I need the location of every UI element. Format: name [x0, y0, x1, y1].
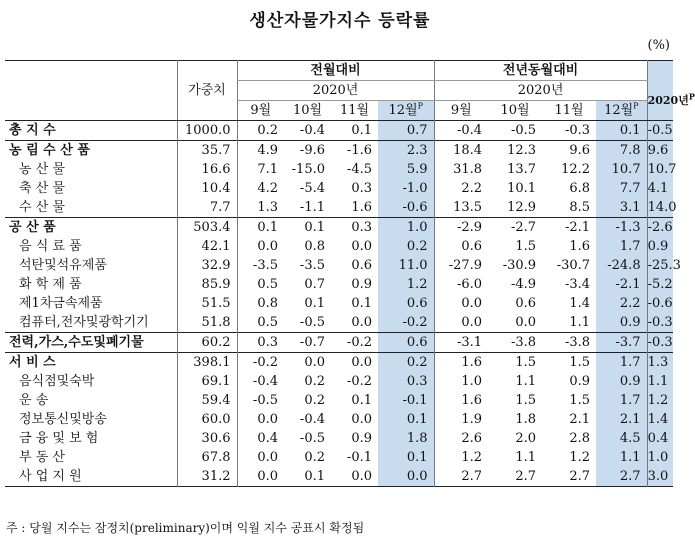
- value-cell: 0.4: [237, 429, 284, 448]
- value-cell: 0.0: [237, 237, 284, 256]
- value-cell: 8.5: [569, 200, 591, 215]
- weight-cell: 10.4: [177, 179, 237, 198]
- weight-cell: 60.0: [177, 410, 237, 429]
- value-cell: -0.2: [346, 374, 372, 389]
- value-cell: 1.1: [569, 315, 591, 330]
- value-cell: 1.8: [515, 412, 537, 427]
- table-row: [5, 353, 673, 373]
- value-cell: 2.6: [434, 429, 488, 448]
- value-cell: 2.8: [569, 431, 591, 446]
- value-cell: -5.4: [299, 181, 325, 196]
- row-label: 사 업 지 원: [19, 469, 82, 484]
- value-cell: -3.5: [237, 256, 284, 275]
- row-label: 음식점및숙박: [19, 374, 95, 389]
- value-cell: -3.1: [434, 333, 488, 353]
- value-cell: 1.5: [515, 355, 537, 370]
- value-cell: 2.2: [596, 294, 647, 313]
- value-cell: 0.3: [378, 372, 434, 391]
- page-title: 생산자물가지수 등락률: [249, 11, 431, 31]
- value-cell: 0.0: [351, 315, 372, 330]
- value-cell: -0.1: [346, 450, 372, 465]
- value-cell: 1.5: [515, 393, 537, 408]
- table-body: [5, 121, 681, 487]
- value-cell: 0.0: [237, 467, 284, 487]
- table-row: [5, 198, 673, 218]
- value-cell: 0.0: [378, 467, 434, 487]
- value-cell: 12.3: [507, 143, 537, 158]
- table-row: [5, 179, 673, 198]
- value-cell: -2.1: [596, 275, 647, 294]
- ppi-table: [5, 60, 695, 487]
- value-cell: 2.7: [434, 467, 488, 487]
- value-cell: -0.4: [299, 412, 325, 427]
- weight-cell: 51.5: [177, 294, 237, 313]
- value-cell: -0.2: [378, 313, 434, 333]
- value-cell: 1.0: [647, 448, 673, 467]
- value-cell: 1.2: [569, 450, 591, 465]
- header-yoy-m9: 9월: [434, 101, 488, 121]
- value-cell: 0.0: [237, 448, 284, 467]
- value-cell: 0.2: [304, 393, 325, 408]
- value-cell: 3.1: [596, 198, 647, 218]
- row-label: 정보통신및방송: [19, 412, 107, 427]
- value-cell: 4.5: [596, 429, 647, 448]
- value-cell: 0.9: [596, 372, 647, 391]
- value-cell: 2.0: [515, 431, 537, 446]
- row-label: 화 학 제 품: [19, 277, 82, 292]
- weight-cell: 31.2: [177, 467, 237, 487]
- value-cell: 1.1: [596, 448, 647, 467]
- table-row: [5, 313, 673, 333]
- weight-cell: 67.8: [177, 448, 237, 467]
- value-cell: -4.9: [510, 277, 537, 292]
- value-cell: 0.1: [351, 123, 372, 138]
- header-yoy-group: 전년동월대비: [434, 61, 647, 81]
- value-cell: 1.8: [378, 429, 434, 448]
- header-yoy-year: 2020년: [434, 81, 647, 101]
- value-cell: -3.7: [596, 333, 647, 353]
- value-cell: -6.0: [434, 275, 488, 294]
- value-cell: 1.9: [434, 410, 488, 429]
- value-cell: 0.3: [351, 181, 372, 196]
- value-cell: -9.6: [299, 143, 325, 158]
- value-cell: 0.9: [647, 237, 673, 256]
- value-cell: 0.1: [304, 296, 325, 311]
- value-cell: -2.7: [510, 220, 537, 235]
- value-cell: 0.0: [515, 315, 537, 330]
- value-cell: 7.8: [596, 141, 647, 161]
- value-cell: -24.8: [596, 256, 647, 275]
- value-cell: -0.4: [434, 121, 488, 141]
- row-label: 공 산 품: [9, 220, 56, 235]
- value-cell: -1.1: [299, 200, 325, 215]
- value-cell: 2.1: [596, 410, 647, 429]
- value-cell: -5.2: [647, 277, 673, 292]
- value-cell: 2.3: [378, 141, 434, 161]
- value-cell: 0.8: [304, 239, 325, 254]
- value-cell: 0.7: [378, 121, 434, 141]
- value-cell: 0.0: [351, 355, 372, 370]
- value-cell: 1.5: [569, 393, 591, 408]
- value-cell: -4.5: [346, 162, 372, 177]
- header-weight: 가중치: [177, 61, 237, 121]
- row-label: 수 산 물: [19, 200, 65, 215]
- value-cell: 2.2: [434, 179, 488, 198]
- header-mom-m10: 10월: [292, 103, 323, 118]
- value-cell: 1.5: [569, 355, 591, 370]
- table-row: [5, 256, 673, 275]
- value-cell: 0.2: [304, 374, 325, 389]
- value-cell: 1.7: [596, 237, 647, 256]
- weight-cell: 30.6: [177, 429, 237, 448]
- header-yoy-m12: 12월$^P$: [596, 101, 647, 121]
- value-cell: 6.8: [569, 181, 591, 196]
- weight-cell: 60.2: [177, 333, 237, 353]
- table-row: [5, 121, 673, 141]
- table-row: [5, 275, 673, 294]
- value-cell: 0.2: [304, 450, 325, 465]
- value-cell: -30.7: [556, 258, 591, 273]
- weight-cell: 503.4: [177, 218, 237, 238]
- value-cell: -2.6: [647, 218, 673, 238]
- value-cell: 0.1: [378, 448, 434, 467]
- value-cell: 10.1: [507, 181, 537, 196]
- value-cell: 31.8: [434, 160, 488, 179]
- value-cell: 0.3: [237, 333, 284, 353]
- value-cell: 0.1: [304, 220, 325, 235]
- value-cell: 2.1: [569, 412, 591, 427]
- value-cell: 12.9: [507, 200, 537, 215]
- value-cell: 1.1: [647, 372, 673, 391]
- weight-cell: 16.6: [177, 160, 237, 179]
- value-cell: 1.6: [569, 239, 591, 254]
- value-cell: -1.3: [596, 218, 647, 238]
- value-cell: -0.3: [647, 333, 673, 353]
- value-cell: 1.6: [351, 200, 372, 215]
- value-cell: 0.0: [351, 239, 372, 254]
- value-cell: 0.1: [304, 469, 325, 484]
- value-cell: 9.6: [569, 143, 591, 158]
- value-cell: 5.9: [378, 160, 434, 179]
- value-cell: 9.6: [647, 141, 673, 161]
- row-label: 석탄및석유제품: [19, 258, 107, 273]
- value-cell: 0.1: [351, 296, 372, 311]
- table-row: [5, 372, 673, 391]
- value-cell: 0.4: [647, 429, 673, 448]
- table-row: [5, 141, 673, 161]
- weight-cell: 69.1: [177, 372, 237, 391]
- value-cell: -0.1: [378, 391, 434, 410]
- header-mom-m11: 11월: [339, 103, 370, 118]
- weight-cell: 42.1: [177, 237, 237, 256]
- row-label: 전력,가스,수도및폐기물: [9, 335, 144, 350]
- row-label: 컴퓨터,전자및광학기기: [19, 315, 149, 330]
- value-cell: -0.2: [237, 353, 284, 373]
- value-cell: 0.6: [434, 237, 488, 256]
- value-cell: 4.1: [647, 179, 673, 198]
- value-cell: -0.5: [299, 315, 325, 330]
- value-cell: 0.1: [351, 393, 372, 408]
- value-cell: 0.5: [237, 275, 284, 294]
- value-cell: 1.2: [378, 275, 434, 294]
- value-cell: 7.7: [596, 179, 647, 198]
- value-cell: 4.2: [237, 179, 284, 198]
- value-cell: 1.4: [647, 410, 673, 429]
- value-cell: 18.4: [434, 141, 488, 161]
- row-label: 부 동 산: [19, 450, 65, 465]
- header-mom-m12: 12월$^P$: [378, 101, 434, 121]
- row-label: 농 산 물: [19, 162, 65, 177]
- value-cell: 1.7: [596, 353, 647, 373]
- value-cell: 1.7: [596, 391, 647, 410]
- value-cell: 14.0: [647, 198, 673, 218]
- row-label: 축 산 물: [19, 181, 65, 196]
- value-cell: 2.7: [596, 467, 647, 487]
- row-label: 제1차금속제품: [19, 296, 103, 311]
- value-cell: 0.0: [434, 313, 488, 333]
- weight-cell: 59.4: [177, 391, 237, 410]
- table-row: [5, 467, 673, 487]
- value-cell: 0.6: [351, 258, 372, 273]
- value-cell: 0.0: [351, 469, 372, 484]
- value-cell: 1.0: [378, 218, 434, 238]
- table-row: [5, 237, 673, 256]
- footnote: 주 : 당월 지수는 잠정치(preliminary)이며 익월 지수 공표시 확정됨: [6, 521, 365, 535]
- value-cell: 2.7: [515, 469, 537, 484]
- value-cell: 0.0: [351, 412, 372, 427]
- table-row: [5, 294, 673, 313]
- value-cell: 0.7: [304, 277, 325, 292]
- value-cell: -3.8: [564, 335, 591, 350]
- header-mom-year: 2020년: [237, 81, 434, 101]
- value-cell: 1.3: [237, 198, 284, 218]
- value-cell: -1.6: [346, 143, 372, 158]
- header-mom-m9: 9월: [237, 101, 284, 121]
- weight-cell: 7.7: [177, 198, 237, 218]
- value-cell: 0.0: [237, 410, 284, 429]
- value-cell: -1.0: [378, 179, 434, 198]
- header-yoy-m11: 11월: [554, 103, 584, 118]
- table-row: [5, 410, 673, 429]
- table-row: [5, 333, 673, 353]
- value-cell: -0.5: [510, 123, 537, 138]
- value-cell: 12.2: [561, 162, 591, 177]
- value-cell: 11.0: [378, 256, 434, 275]
- table-row: [5, 160, 673, 179]
- value-cell: 0.9: [596, 313, 647, 333]
- table-row: [5, 391, 673, 410]
- value-cell: 2.7: [569, 469, 591, 484]
- value-cell: 0.9: [569, 374, 591, 389]
- weight-cell: 1000.0: [177, 121, 237, 141]
- header-annual-top: [647, 61, 673, 81]
- value-cell: 0.6: [378, 294, 434, 313]
- value-cell: 0.1: [378, 410, 434, 429]
- value-cell: 0.0: [434, 294, 488, 313]
- value-cell: -0.6: [378, 198, 434, 218]
- value-cell: 13.5: [434, 198, 488, 218]
- value-cell: 0.5: [237, 313, 284, 333]
- value-cell: 1.6: [434, 353, 488, 373]
- header-yoy-m10: 10월: [500, 103, 530, 118]
- value-cell: 0.9: [351, 277, 372, 292]
- weight-cell: 35.7: [177, 141, 237, 161]
- header-item-cell: [5, 61, 177, 121]
- value-cell: -2.1: [564, 220, 591, 235]
- value-cell: -0.7: [299, 335, 325, 350]
- value-cell: 1.6: [434, 391, 488, 410]
- value-cell: 0.6: [515, 296, 537, 311]
- value-cell: 0.3: [351, 220, 372, 235]
- value-cell: -0.4: [299, 123, 325, 138]
- unit-label: (%): [647, 38, 670, 53]
- value-cell: 13.7: [507, 162, 537, 177]
- value-cell: 0.1: [237, 218, 284, 238]
- table-row: [5, 429, 673, 448]
- value-cell: 0.8: [237, 294, 284, 313]
- value-cell: -0.3: [564, 123, 591, 138]
- row-label: 음 식 료 품: [19, 239, 82, 254]
- row-label: 금 융 및 보 험: [19, 431, 99, 446]
- table-row: [5, 448, 673, 467]
- value-cell: -0.4: [237, 372, 284, 391]
- value-cell: -0.5: [299, 431, 325, 446]
- weight-cell: 398.1: [177, 353, 237, 373]
- row-label: 서 비 스: [9, 355, 56, 370]
- value-cell: -0.3: [647, 313, 673, 333]
- value-cell: -3.8: [510, 335, 537, 350]
- row-label: 운 송: [19, 393, 49, 408]
- value-cell: 1.0: [434, 372, 488, 391]
- value-cell: -30.9: [502, 258, 537, 273]
- weight-cell: 85.9: [177, 275, 237, 294]
- value-cell: -15.0: [291, 162, 325, 177]
- value-cell: 3.0: [647, 467, 673, 487]
- value-cell: -3.5: [299, 258, 325, 273]
- value-cell: 1.5: [515, 239, 537, 254]
- value-cell: -0.6: [647, 296, 673, 311]
- table-row: [5, 218, 673, 238]
- value-cell: 1.2: [647, 391, 673, 410]
- value-cell: 0.0: [304, 355, 325, 370]
- value-cell: -0.5: [647, 121, 673, 141]
- value-cell: 0.1: [596, 121, 647, 141]
- value-cell: -25.3: [647, 258, 681, 273]
- row-label: 총 지 수: [9, 123, 56, 138]
- value-cell: 10.7: [596, 160, 647, 179]
- value-cell: -0.2: [346, 335, 372, 350]
- value-cell: 1.1: [515, 450, 537, 465]
- header-annual: 2020년$^P$: [647, 81, 673, 121]
- value-cell: 0.2: [378, 237, 434, 256]
- value-cell: 1.1: [515, 374, 537, 389]
- value-cell: 10.7: [647, 162, 677, 177]
- value-cell: 7.1: [237, 160, 284, 179]
- value-cell: 1.3: [647, 353, 673, 373]
- weight-cell: 32.9: [177, 256, 237, 275]
- value-cell: 0.6: [378, 333, 434, 353]
- value-cell: 0.2: [378, 353, 434, 373]
- header-mom-group: 전월대비: [237, 61, 434, 81]
- value-cell: 0.9: [351, 431, 372, 446]
- value-cell: 1.2: [434, 448, 488, 467]
- value-cell: 0.2: [237, 121, 284, 141]
- value-cell: 1.4: [569, 296, 591, 311]
- value-cell: -27.9: [434, 256, 488, 275]
- weight-cell: 51.8: [177, 313, 237, 333]
- value-cell: 4.9: [237, 141, 284, 161]
- value-cell: -0.5: [237, 391, 284, 410]
- value-cell: -2.9: [434, 218, 488, 238]
- row-label: 농 림 수 산 품: [9, 143, 90, 158]
- value-cell: -3.4: [564, 277, 591, 292]
